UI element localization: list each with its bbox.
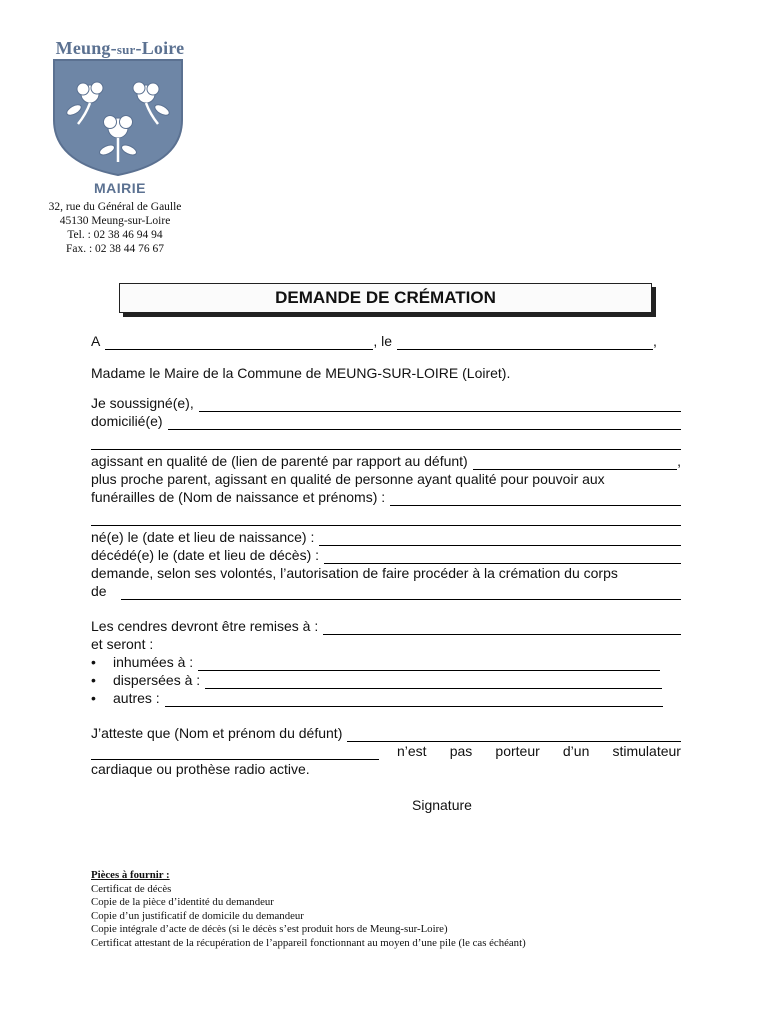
place-date-line: [91, 332, 681, 350]
inhumees-line: [91, 653, 681, 671]
domicile-label: domicilié(e): [91, 413, 163, 429]
cardiaque-text: cardiaque ou prothèse radio active.: [91, 761, 310, 777]
cremation-request-form: [91, 332, 681, 778]
inhumees-field[interactable]: [198, 656, 660, 671]
signature-label: Signature: [412, 797, 472, 813]
seront-line: [91, 635, 681, 653]
autres-line: [91, 689, 681, 707]
deces-label: décédé(e) le (date et lieu de décès) :: [91, 547, 320, 563]
place-field[interactable]: [105, 335, 373, 350]
deceased-name-continuation-line: [91, 508, 681, 526]
town-name-logo-text: Meung-sur-Loire: [55, 38, 185, 58]
demande-line: [91, 564, 681, 582]
autres-label: autres :: [113, 690, 160, 706]
atteste-label: J’atteste que (Nom et prénom du défunt): [91, 725, 343, 741]
address-line: 32, rue du Général de Gaulle: [48, 201, 182, 213]
salutation-text: Madame le Maire de la Commune de MEUNG-SUR-LOIRE (Loiret).: [91, 365, 511, 381]
proche-parent-text: plus proche parent, agissant en qualité de personne ayant qualité pour pouvoir aux: [91, 471, 605, 487]
deceased-name-field-continued[interactable]: [91, 511, 681, 526]
place-label: A: [91, 333, 101, 349]
atteste-name-field[interactable]: [347, 727, 681, 742]
deces-field[interactable]: [324, 549, 681, 564]
bullet: •: [91, 654, 96, 670]
fax-line: Fax. : 02 38 44 76 67: [65, 243, 165, 255]
dispersees-label: dispersées à :: [113, 672, 201, 688]
list-item: Copie de la pièce d’identité du demandeur: [91, 896, 274, 908]
town-hall-address: [10, 200, 220, 256]
list-item: Copie d’un justificatif de domicile du demandeur: [91, 909, 304, 922]
soussigne-label: Je soussigné(e),: [91, 395, 194, 411]
date-field[interactable]: [397, 335, 653, 350]
corps-line: [91, 582, 681, 600]
atteste-name-field-continued[interactable]: [91, 745, 379, 760]
phone-line: Tel. : 02 38 46 94 94: [67, 229, 163, 241]
porteur-text: n’est pas porteur d’un stimulateur: [397, 743, 681, 759]
domicile-line: [91, 412, 681, 430]
list-item: Certificat attestant de la récupération de l’appareil fonctionnant au moyen d’une pile (le cas échéant): [91, 936, 526, 949]
town-crest-icon: [50, 58, 186, 176]
cardiaque-line: [91, 760, 681, 778]
cendres-line: [91, 617, 681, 635]
domicile-field[interactable]: [168, 415, 681, 430]
porteur-line: [91, 742, 681, 760]
cendres-field[interactable]: [323, 620, 681, 635]
corps-field[interactable]: [121, 585, 681, 600]
atteste-line: [91, 724, 681, 742]
document-title: DEMANDE DE CRÉMATION: [119, 283, 652, 313]
date-suffix: ,: [653, 333, 657, 349]
bullet: •: [91, 672, 96, 688]
required-documents-heading: Pièces à fournir :: [91, 869, 170, 881]
salutation-line: [91, 364, 681, 382]
demande-text: demande, selon ses volontés, l’autorisation de faire procéder à la crémation du corps: [91, 565, 618, 581]
qualite-line: [91, 452, 681, 470]
address-line: 45130 Meung-sur-Loire: [59, 215, 171, 227]
qualite-field[interactable]: [473, 455, 677, 470]
seront-label: et seront :: [91, 636, 154, 652]
date-label: , le: [373, 333, 393, 349]
naissance-label: né(e) le (date et lieu de naissance) :: [91, 529, 315, 545]
autres-field[interactable]: [165, 692, 663, 707]
cendres-label: Les cendres devront être remises à :: [91, 618, 319, 634]
funerailles-label: funérailles de (Nom de naissance et prénoms) :: [91, 489, 386, 505]
list-item: Copie intégrale d’acte de décès (si le décès s’est produit hors de Meung-sur-Loire): [91, 923, 448, 935]
bullet: •: [91, 690, 96, 706]
proche-parent-line: [91, 470, 681, 488]
naissance-field[interactable]: [319, 531, 681, 546]
mairie-label: MAIRIE: [94, 180, 146, 196]
qualite-suffix: ,: [677, 453, 681, 469]
domicile-field-continued[interactable]: [91, 435, 681, 450]
domicile-continuation-line: [91, 432, 681, 450]
funerailles-line: [91, 488, 681, 506]
required-documents-list: [91, 869, 526, 950]
dispersees-line: [91, 671, 681, 689]
soussigne-line: [91, 394, 681, 412]
inhumees-label: inhumées à :: [113, 654, 194, 670]
corps-label: de: [91, 583, 107, 599]
dispersees-field[interactable]: [205, 674, 662, 689]
soussigne-field[interactable]: [199, 397, 681, 412]
list-item: Certificat de décès: [91, 882, 172, 895]
deces-line: [91, 546, 681, 564]
naissance-line: [91, 528, 681, 546]
qualite-label: agissant en qualité de (lien de parenté par rapport au défunt): [91, 453, 468, 469]
deceased-name-field[interactable]: [390, 491, 681, 506]
